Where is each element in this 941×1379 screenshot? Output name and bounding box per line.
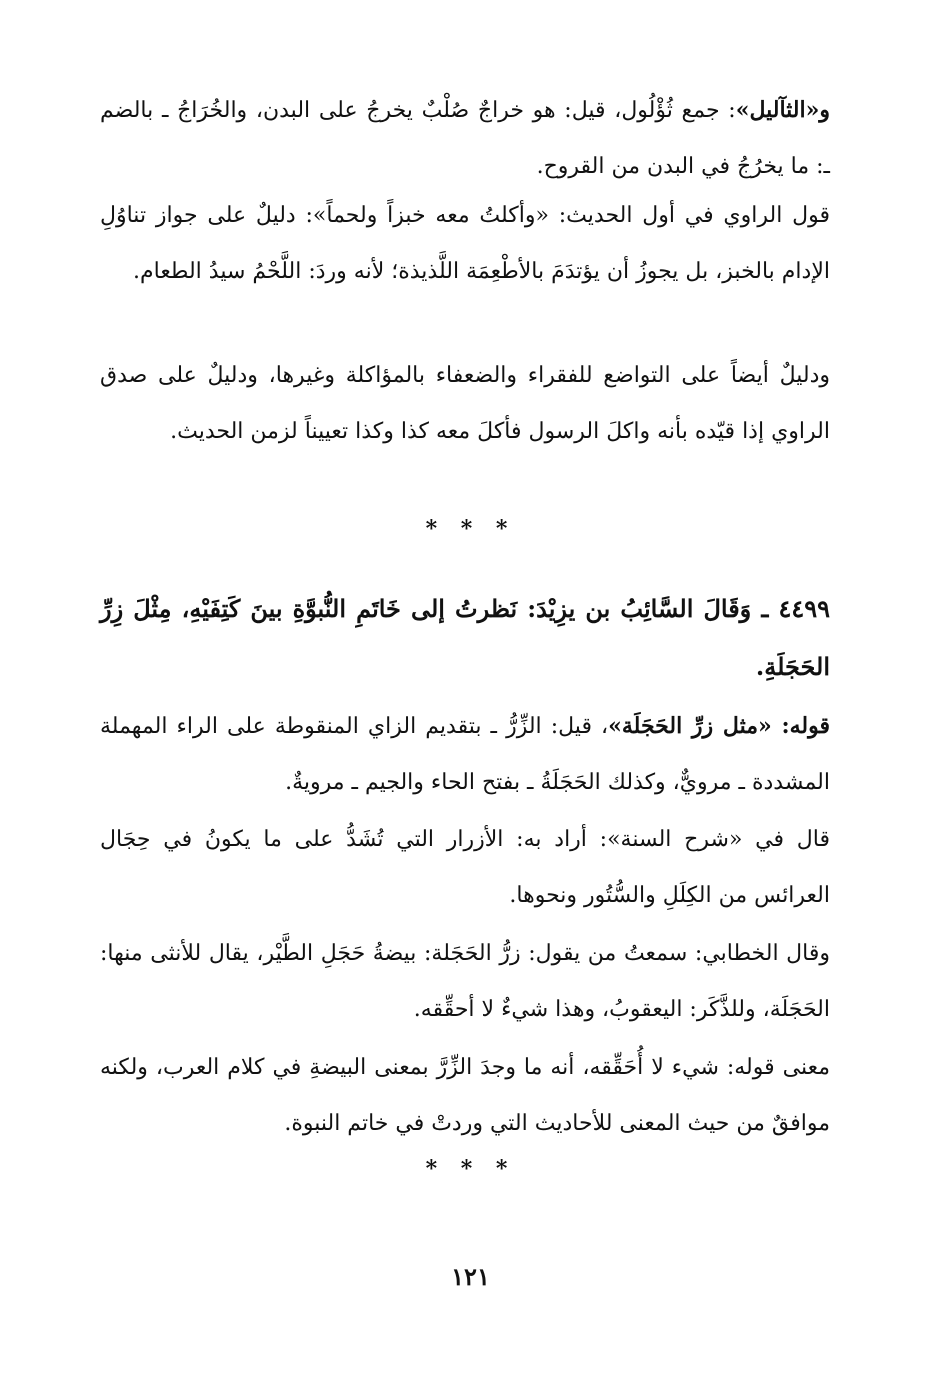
page-number: ١٢١ [451,1262,490,1291]
paragraph-humility: ودليلٌ أيضاً على التواضع للفقراء والضعفاء بالمؤاكلة وغيرها، ودليلٌ على صدق الراوي إذا قيّده بأنه واكلَ الرسول فأكلَ معه كذا وكذا تعييناً لزمن الحديث. [100,363,830,444]
section-separator: * * * [425,516,516,542]
paragraph-bread-meat: قول الراوي في أول الحديث: «وأكلتُ معه خبزاً ولحماً»: دليلٌ على جواز تناوُلِ الإدام بالخبز، بل يجوزُ أن يؤتدَمَ بالأطْعِمَة اللَّذيذة؛ لأنه وردَ: اللَّحْمُ سيدُ الطعام. [100,203,830,284]
paragraph-sharh-sunna: قال في «شرح السنة»: أراد به: الأزرار التي تُشَدُّ على ما يكونُ في حِجَال العرائس من الكِلَلِ والسُّتُور ونحوها. [100,827,830,908]
hadith-4499: ٤٤٩٩ ـ وَقَالَ السَّائِبُ بن يزِيْدَ: نَظرتُ إلى خَاتَمِ النُّبوَّةِ بينَ كَتِفَيْهِ، مِثْلَ زِرِّ الحَجَلَةِ. [100,594,830,681]
paragraph-khattabi: وقال الخطابي: سمعتُ من يقول: زرُّ الحَجَلة: بيضةُ حَجَلِ الطَّيْر، يقال للأنثى منها: الحَجَلَة، وللذَّكَر: اليعقوبُ، وهذا شيءٌ لا أحقِّقه. [100,941,830,1022]
paragraph-zirr-hajala [100,698,830,811]
paragraph-thaalil-text: : جمع ثُؤْلُول، قيل: هو خراجٌ صُلْبٌ يخرجُ على البدن، والخُرَاجُ ـ بالضم ـ: ما يخرُجُ في البدن من القروح. [100,98,830,179]
term-thaalil: و«الثآليل» [735,97,830,123]
section-separator: * * * [425,1156,516,1182]
paragraph-zirr-hajala-text: ، قيل: الزِّرُّ ـ بتقديم الزاي المنقوطة على الراء المهملة المشددة ـ مرويٌّ، وكذلك الحَجَلَةُ ـ بفتح الحاء والجيم ـ مرويةٌ. [100,714,830,795]
term-zirr-hajala: قوله: «مثل زرِّ الحَجَلَة» [608,713,830,739]
paragraph-thaalil [100,82,830,195]
paragraph-meaning: معنى قوله: شيء لا أُحَقِّقه، أنه ما وجدَ الزِّرَّ بمعنى البيضةِ في كلام العرب، ولكنه موافقٌ من حيث المعنى للأحاديث التي وردتْ في خاتم النبوة. [100,1055,830,1136]
